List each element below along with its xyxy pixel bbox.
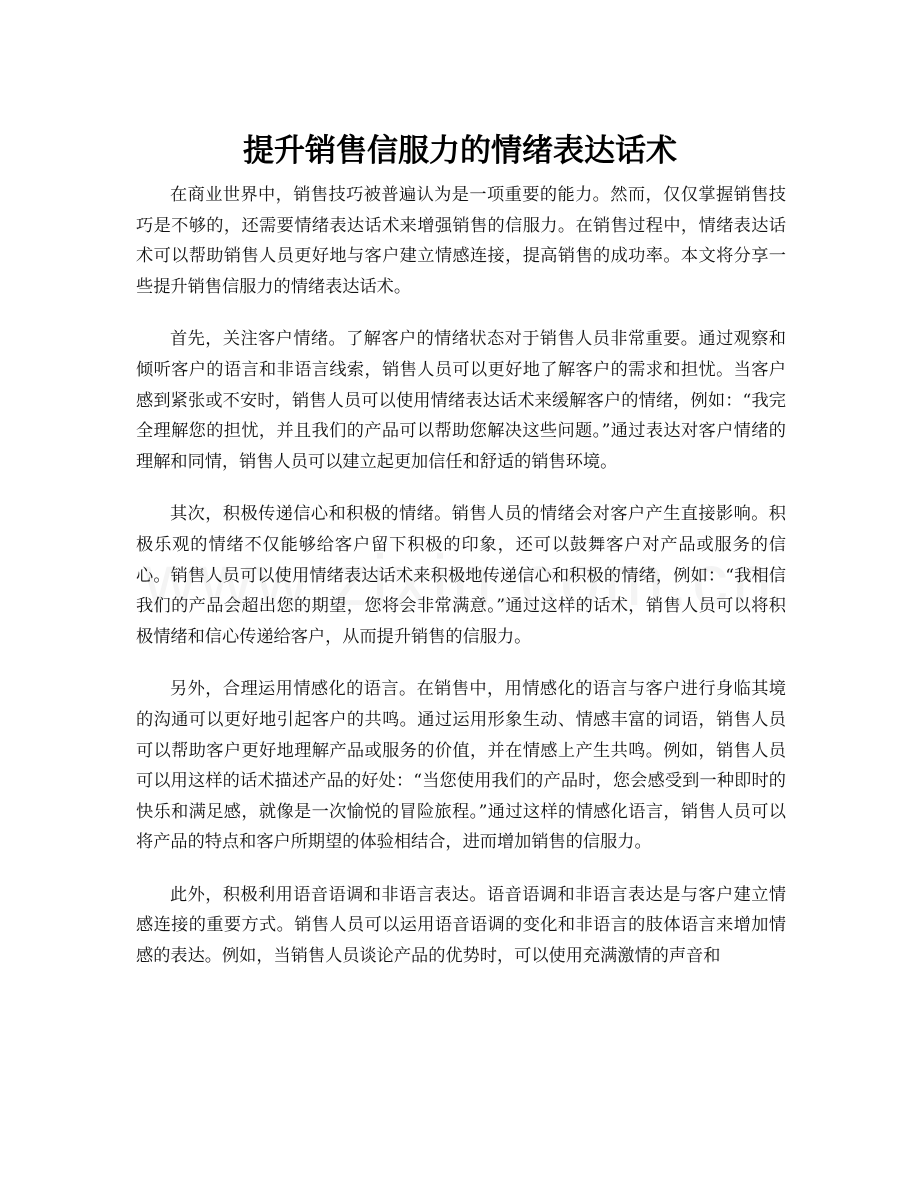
paragraph-customer-emotion: 首先，关注客户情绪。了解客户的情绪状态对于销售人员非常重要。通过观察和倾听客户的语言和非语言线索，销售人员可以更好地了解客户的需求和担忧。当客户感到紧张或不安时，销售人员可以使用情绪表达话术来缓解客户的情绪，例如：“我完全理解您的担忧，并且我们的产品可以帮助您解决这些问题。”通过表达对客户情绪的理解和同情，销售人员可以建立起更加信任和舒适的销售环境。 (136, 329, 786, 472)
paragraph-confidence: 其次，积极传递信心和积极的情绪。销售人员的情绪会对客户产生直接影响。积极乐观的情绪不仅能够给客户留下积极的印象，还可以鼓舞客户对产品或服务的信心。销售人员可以使用情绪表达话术来积极地传递信心和积极的情绪，例如：“我相信我们的产品会超出您的期望，您将会非常满意。”通过这样的话术，销售人员可以将积极情绪和信心传递给客户，从而提升销售的信服力。 (136, 504, 786, 647)
paragraph-voice-tone: 此外，积极利用语音语调和非语言表达。语音语调和非语言表达是与客户建立情感连接的重要方式。销售人员可以运用语音语调的变化和非语言的肢体语言来增加情感的表达。例如，当销售人员谈论产品的优势时，可以使用充满激情的声音和 (136, 884, 786, 967)
document-title: 提升销售信服力的情绪表达话术 (243, 132, 677, 169)
document-body (136, 180, 786, 994)
paragraph-intro: 在商业世界中，销售技巧被普遍认为是一项重要的能力。然而，仅仅掌握销售技巧是不够的，还需要情绪表达话术来增强销售的信服力。在销售过程中，情绪表达话术可以帮助销售人员更好地与客户建立情感连接，提高销售的成功率。本文将分享一些提升销售信服力的情绪表达话术。 (136, 185, 786, 297)
paragraph-emotional-language: 另外，合理运用情感化的语言。在销售中，用情感化的语言与客户进行身临其境的沟通可以更好地引起客户的共鸣。通过运用形象生动、情感丰富的词语，销售人员可以帮助客户更好地理解产品或服务的价值，并在情感上产生共鸣。例如，销售人员可以用这样的话术描述产品的好处：“当您使用我们的产品时，您会感受到一种即时的快乐和满足感，就像是一次愉悦的冒险旅程。”通过这样的情感化语言，销售人员可以将产品的特点和客户所期望的体验相结合，进而增加销售的信服力。 (136, 679, 786, 853)
